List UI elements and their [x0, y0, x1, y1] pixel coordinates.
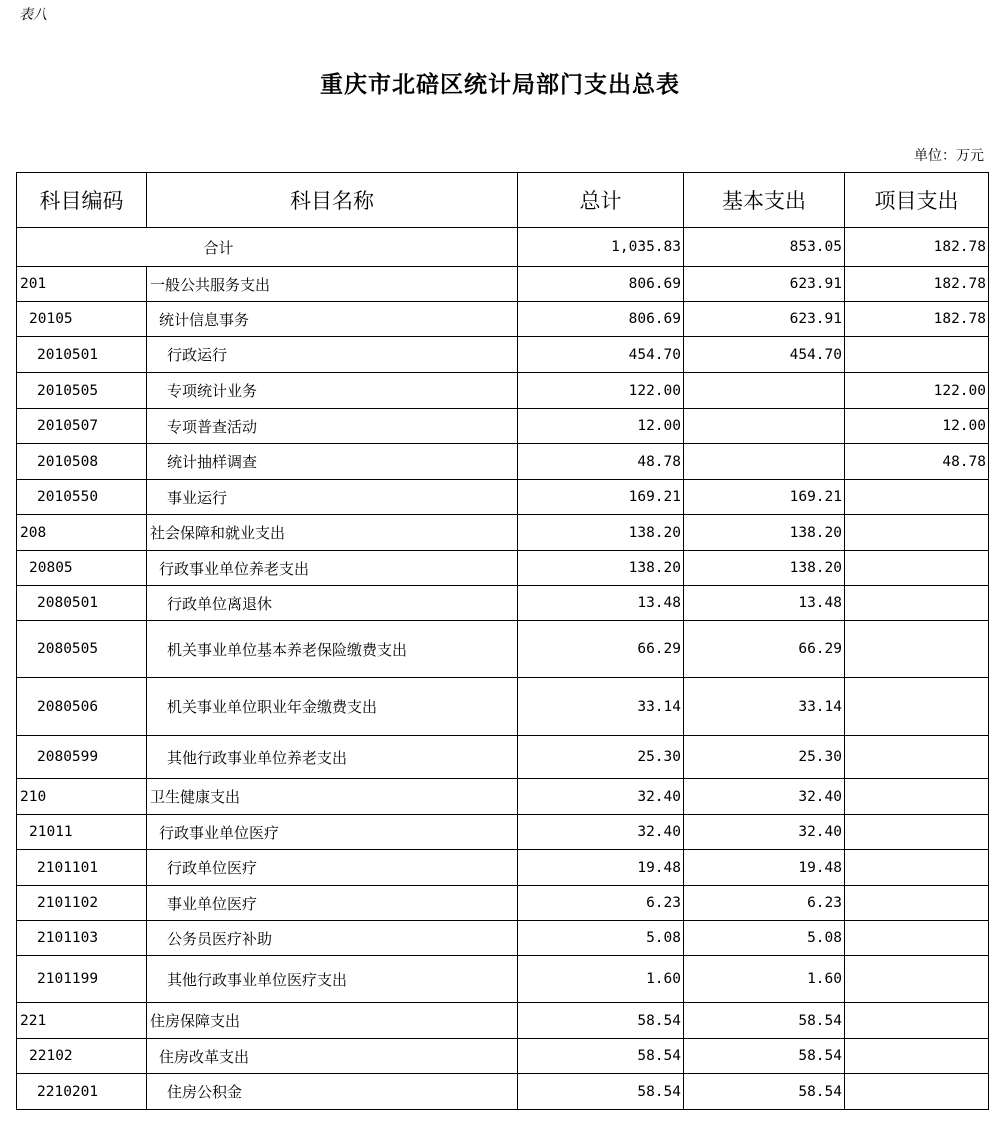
name-cell: 行政事业单位医疗 — [147, 815, 518, 850]
code-cell: 210 — [17, 779, 147, 815]
project-cell — [845, 1074, 989, 1110]
table-row — [17, 815, 989, 850]
name-cell: 统计抽样调查 — [147, 444, 518, 480]
project-cell: 48.78 — [845, 444, 989, 480]
name-cell: 住房公积金 — [147, 1074, 518, 1110]
basic-cell: 13.48 — [684, 586, 845, 621]
header-name: 科目名称 — [147, 173, 518, 228]
total-cell: 58.54 — [518, 1074, 684, 1110]
name-cell: 行政单位医疗 — [147, 850, 518, 886]
total-cell: 19.48 — [518, 850, 684, 886]
code-cell: 2101102 — [17, 886, 147, 921]
code-cell: 2080599 — [17, 736, 147, 779]
basic-cell — [684, 444, 845, 480]
project-cell: 182.78 — [845, 302, 989, 337]
total-cell: 1.60 — [518, 956, 684, 1003]
table-row — [17, 586, 989, 621]
basic-cell: 58.54 — [684, 1003, 845, 1039]
table-row — [17, 337, 989, 373]
table-row — [17, 678, 989, 736]
header-code: 科目编码 — [17, 173, 147, 228]
table-row — [17, 886, 989, 921]
total-cell: 32.40 — [518, 815, 684, 850]
header-basic: 基本支出 — [684, 173, 845, 228]
total-basic: 853.05 — [684, 228, 845, 267]
project-cell — [845, 815, 989, 850]
total-cell: 122.00 — [518, 373, 684, 409]
table-row — [17, 373, 989, 409]
total-cell: 25.30 — [518, 736, 684, 779]
project-cell — [845, 551, 989, 586]
project-cell: 12.00 — [845, 409, 989, 444]
table-row — [17, 621, 989, 678]
header-project: 项目支出 — [845, 173, 989, 228]
code-cell: 2210201 — [17, 1074, 147, 1110]
table-row — [17, 921, 989, 956]
name-cell: 事业单位医疗 — [147, 886, 518, 921]
project-cell — [845, 850, 989, 886]
basic-cell: 169.21 — [684, 480, 845, 515]
table-label: 表八 — [19, 7, 47, 23]
name-cell: 其他行政事业单位医疗支出 — [147, 956, 518, 1003]
total-cell: 5.08 — [518, 921, 684, 956]
code-cell: 20105 — [17, 302, 147, 337]
project-cell — [845, 337, 989, 373]
total-cell: 806.69 — [518, 302, 684, 337]
table-row — [17, 956, 989, 1003]
project-cell — [845, 586, 989, 621]
code-cell: 2010508 — [17, 444, 147, 480]
basic-cell: 32.40 — [684, 815, 845, 850]
name-cell: 统计信息事务 — [147, 302, 518, 337]
total-cell: 33.14 — [518, 678, 684, 736]
project-cell — [845, 736, 989, 779]
code-cell: 208 — [17, 515, 147, 551]
page-title: 重庆市北碚区统计局部门支出总表 — [320, 71, 680, 98]
total-cell: 13.48 — [518, 586, 684, 621]
table-row — [17, 480, 989, 515]
basic-cell: 58.54 — [684, 1039, 845, 1074]
table-row — [17, 515, 989, 551]
code-cell: 2010550 — [17, 480, 147, 515]
project-cell — [845, 480, 989, 515]
table-row — [17, 1003, 989, 1039]
total-cell: 138.20 — [518, 515, 684, 551]
name-cell: 卫生健康支出 — [147, 779, 518, 815]
total-cell: 169.21 — [518, 480, 684, 515]
name-cell: 行政单位离退休 — [147, 586, 518, 621]
project-cell — [845, 779, 989, 815]
code-cell: 2010507 — [17, 409, 147, 444]
table-row — [17, 1039, 989, 1074]
basic-cell: 454.70 — [684, 337, 845, 373]
name-cell: 专项统计业务 — [147, 373, 518, 409]
code-cell: 221 — [17, 1003, 147, 1039]
basic-cell: 19.48 — [684, 850, 845, 886]
code-cell: 201 — [17, 267, 147, 302]
basic-cell: 138.20 — [684, 515, 845, 551]
table-row — [17, 302, 989, 337]
name-cell: 机关事业单位职业年金缴费支出 — [147, 678, 518, 736]
total-total: 1,035.83 — [518, 228, 684, 267]
project-cell: 122.00 — [845, 373, 989, 409]
project-cell — [845, 1039, 989, 1074]
name-cell: 一般公共服务支出 — [147, 267, 518, 302]
code-cell: 2080505 — [17, 621, 147, 678]
basic-cell — [684, 409, 845, 444]
table-row — [17, 736, 989, 779]
project-cell — [845, 956, 989, 1003]
table-row — [17, 267, 989, 302]
project-cell — [845, 921, 989, 956]
table-row — [17, 850, 989, 886]
table-row — [17, 409, 989, 444]
code-cell: 2080501 — [17, 586, 147, 621]
project-cell — [845, 621, 989, 678]
name-cell: 机关事业单位基本养老保险缴费支出 — [147, 621, 518, 678]
project-cell — [845, 678, 989, 736]
basic-cell: 138.20 — [684, 551, 845, 586]
name-cell: 行政运行 — [147, 337, 518, 373]
name-cell: 其他行政事业单位养老支出 — [147, 736, 518, 779]
name-cell: 住房改革支出 — [147, 1039, 518, 1074]
total-cell: 66.29 — [518, 621, 684, 678]
total-cell: 454.70 — [518, 337, 684, 373]
total-cell: 58.54 — [518, 1003, 684, 1039]
name-cell: 社会保障和就业支出 — [147, 515, 518, 551]
code-cell: 2101101 — [17, 850, 147, 886]
total-row — [17, 228, 989, 267]
total-cell: 12.00 — [518, 409, 684, 444]
code-cell: 2080506 — [17, 678, 147, 736]
header-row — [17, 173, 989, 228]
total-cell: 6.23 — [518, 886, 684, 921]
table-row — [17, 1074, 989, 1110]
basic-cell: 66.29 — [684, 621, 845, 678]
code-cell: 2010505 — [17, 373, 147, 409]
project-cell — [845, 515, 989, 551]
name-cell: 行政事业单位养老支出 — [147, 551, 518, 586]
basic-cell: 58.54 — [684, 1074, 845, 1110]
basic-cell: 623.91 — [684, 302, 845, 337]
total-cell: 806.69 — [518, 267, 684, 302]
total-cell: 32.40 — [518, 779, 684, 815]
total-cell: 138.20 — [518, 551, 684, 586]
basic-cell: 32.40 — [684, 779, 845, 815]
name-cell: 专项普查活动 — [147, 409, 518, 444]
name-cell: 公务员医疗补助 — [147, 921, 518, 956]
total-cell: 58.54 — [518, 1039, 684, 1074]
header-total: 总计 — [518, 173, 684, 228]
basic-cell: 33.14 — [684, 678, 845, 736]
basic-cell: 623.91 — [684, 267, 845, 302]
code-cell: 2101199 — [17, 956, 147, 1003]
basic-cell: 25.30 — [684, 736, 845, 779]
project-cell: 182.78 — [845, 267, 989, 302]
code-cell: 20805 — [17, 551, 147, 586]
code-cell: 22102 — [17, 1039, 147, 1074]
unit-label: 单位：万元 — [914, 148, 984, 164]
expenditure-table — [16, 172, 989, 1110]
code-cell: 21011 — [17, 815, 147, 850]
basic-cell: 1.60 — [684, 956, 845, 1003]
code-cell: 2101103 — [17, 921, 147, 956]
basic-cell: 5.08 — [684, 921, 845, 956]
name-cell: 事业运行 — [147, 480, 518, 515]
total-label: 合计 — [17, 228, 518, 267]
project-cell — [845, 1003, 989, 1039]
table-row — [17, 444, 989, 480]
total-project: 182.78 — [845, 228, 989, 267]
table-row — [17, 779, 989, 815]
basic-cell — [684, 373, 845, 409]
total-cell: 48.78 — [518, 444, 684, 480]
name-cell: 住房保障支出 — [147, 1003, 518, 1039]
table-row — [17, 551, 989, 586]
basic-cell: 6.23 — [684, 886, 845, 921]
project-cell — [845, 886, 989, 921]
code-cell: 2010501 — [17, 337, 147, 373]
